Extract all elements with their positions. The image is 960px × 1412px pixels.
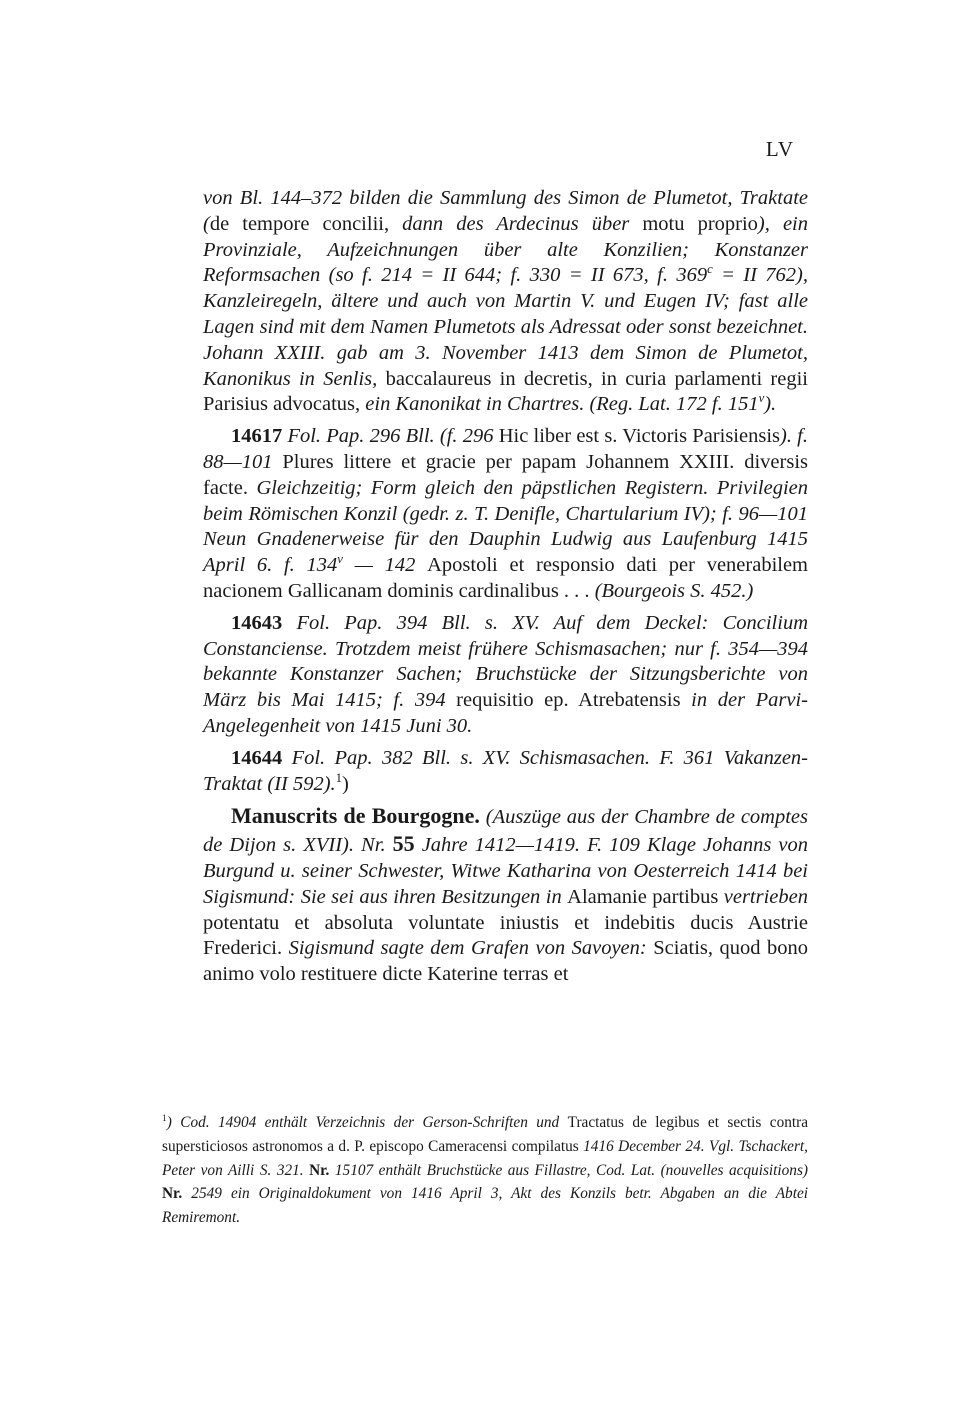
page-number: LV	[765, 137, 794, 161]
text-run: )	[342, 772, 349, 795]
footnote-text: 15107 enthält Bruchstücke aus Fillastre, Cod. Lat. (nouvelles acquisitions)	[329, 1161, 808, 1179]
text-run: von Bl. 144–372 bilden die Sammlung des Simon de Plumetot, Traktate (	[203, 187, 808, 235]
footnote-text: Nr.	[162, 1185, 183, 1203]
text-run: (Bourgeois S. 452.)	[589, 579, 754, 602]
text-run: (Auszüge aus der	[479, 806, 635, 829]
text-run: ). Nr.	[342, 834, 393, 857]
entry-14643	[203, 611, 808, 740]
manuscript-number: 14643	[231, 611, 283, 634]
text-run: ).	[764, 393, 777, 416]
text-run: Chambre de comptes de Dijon s. XVII	[203, 806, 808, 857]
text-run: Sigismund sagte dem Grafen von Savoyen:	[282, 937, 654, 960]
text-run: Alamanie partibus	[567, 885, 719, 908]
text-run: Hic liber est s. Victoris Parisiensis	[498, 425, 780, 448]
text-run: Fol. Pap. 382 Bll. s. XV. Schismasachen. F. 361 Vakanzen-Traktat (II 592).	[203, 746, 808, 795]
manuscript-number: 14644	[231, 746, 283, 769]
footnote-mark: 1	[162, 1113, 167, 1124]
text-run: Fol. Pap. 394 Bll. s. XV. Auf dem Deckel: Concilium Constanciense. Trotzdem meist frühere Schismasachen; nur f. 354—394 bekannte Konstanzer Sachen; Bruchstücke der Sitzungsberichte von März bis Mai 1415; f. 394	[203, 611, 808, 712]
text-run: in der Parvi-Angelegenheit von 1415 Juni 30.	[203, 689, 809, 737]
footnote-text: 2549 ein Originaldokument von 1416 April 3, Akt des Konzils betr. Abgaben an die Abtei Remiremont.	[162, 1185, 808, 1227]
footnote-ref: 1	[335, 770, 343, 785]
text-run: potentatu et absoluta voluntate iniustis et indebitis ducis Austrie Frederici.	[203, 911, 808, 960]
text-run: ). f. 88—101	[203, 425, 808, 473]
entry-14617	[203, 424, 808, 605]
main-text	[203, 186, 808, 988]
manuscript-number: 55	[392, 831, 415, 857]
superscript: c	[707, 262, 713, 277]
footnote-text: Nr.	[309, 1161, 330, 1179]
footnotes	[162, 1111, 808, 1230]
footnote-text: 1416 December 24. Vgl. Tschackert, Peter von Ailli S. 321.	[162, 1137, 809, 1179]
paragraph-plumetot	[203, 186, 808, 418]
text-run: ), ein Provinziale, Aufzeichnungen über alte Konzilien; Konstanzer Reformsachen (so f. 214 = II 644; f. 330 = II 673, f. 369	[203, 212, 808, 287]
text-run: — 142	[342, 554, 428, 577]
text-run: Gleichzeitig; Form gleich den päpstlichen Registern. Privilegien beim Römischen Konzil (gedr. z. T. Denifle, Chartularium IV); f. 96—101 Neun Gnadenerweise für den Dauphin Ludwig aus Laufenburg 1415 April 6. f. 134	[203, 476, 808, 577]
superscript: v	[758, 391, 765, 406]
section-heading: Manuscrits de Bourgogne.	[231, 803, 480, 829]
superscript: v	[337, 552, 343, 567]
text-run: de tempore concilii,	[209, 212, 403, 235]
footnote-text: Tractatus de legibus et sectis contra supersticiosos astronomos a d. P. episcopo Cameracensi compilatus	[162, 1114, 808, 1155]
text-run: Plures littere et gracie per papam Johannem XXIII. diversis facte.	[203, 450, 808, 499]
entry-bourgogne	[203, 803, 808, 988]
text-run: motu proprio	[642, 212, 758, 235]
text-run: Sciatis, quod bono animo volo restituere dicte Katerine terras et	[203, 937, 808, 986]
text-run: Jahre 1412—1419. F. 109 Klage Johanns von Burgund u. seiner Schwester, Witwe Katharina von Oesterreich 1414 bei Sigismund: Sie sei aus ihren Besitzungen in	[203, 834, 808, 908]
text-run: Apostoli et responsio dati per venerabilem nacionem Gallicanam dominis cardinalibus . . .	[203, 554, 809, 602]
text-run: vertrieben	[718, 885, 808, 908]
entry-14644	[203, 746, 808, 798]
text-run: baccalaureus in decretis, in curia parlamenti regii Parisius advocatus,	[203, 367, 809, 416]
text-run: ein Kanonikat in Chartres. (Reg. Lat. 172 f. 151	[360, 393, 759, 416]
footnote-text: ) Cod. 14904 enthält Verzeichnis der Gerson-Schriften und	[166, 1114, 568, 1131]
text-run: = II 762), Kanzleiregeln, ältere und auch von Martin V. und Eugen IV; fast alle Lagen sind mit dem Namen Plumetots als Adressat oder sonst bezeichnet. Johann XXIII. gab am 3. November 1413 dem Simon de Plumetot, Kanonikus in Senlis,	[203, 264, 808, 390]
text-run: dann des Ardecinus über	[402, 212, 643, 235]
text-run: Fol. Pap. 296 Bll. (f. 296	[282, 425, 499, 448]
text-run: requisitio ep. Atrebatensis	[456, 689, 681, 712]
manuscript-number: 14617	[231, 425, 283, 448]
